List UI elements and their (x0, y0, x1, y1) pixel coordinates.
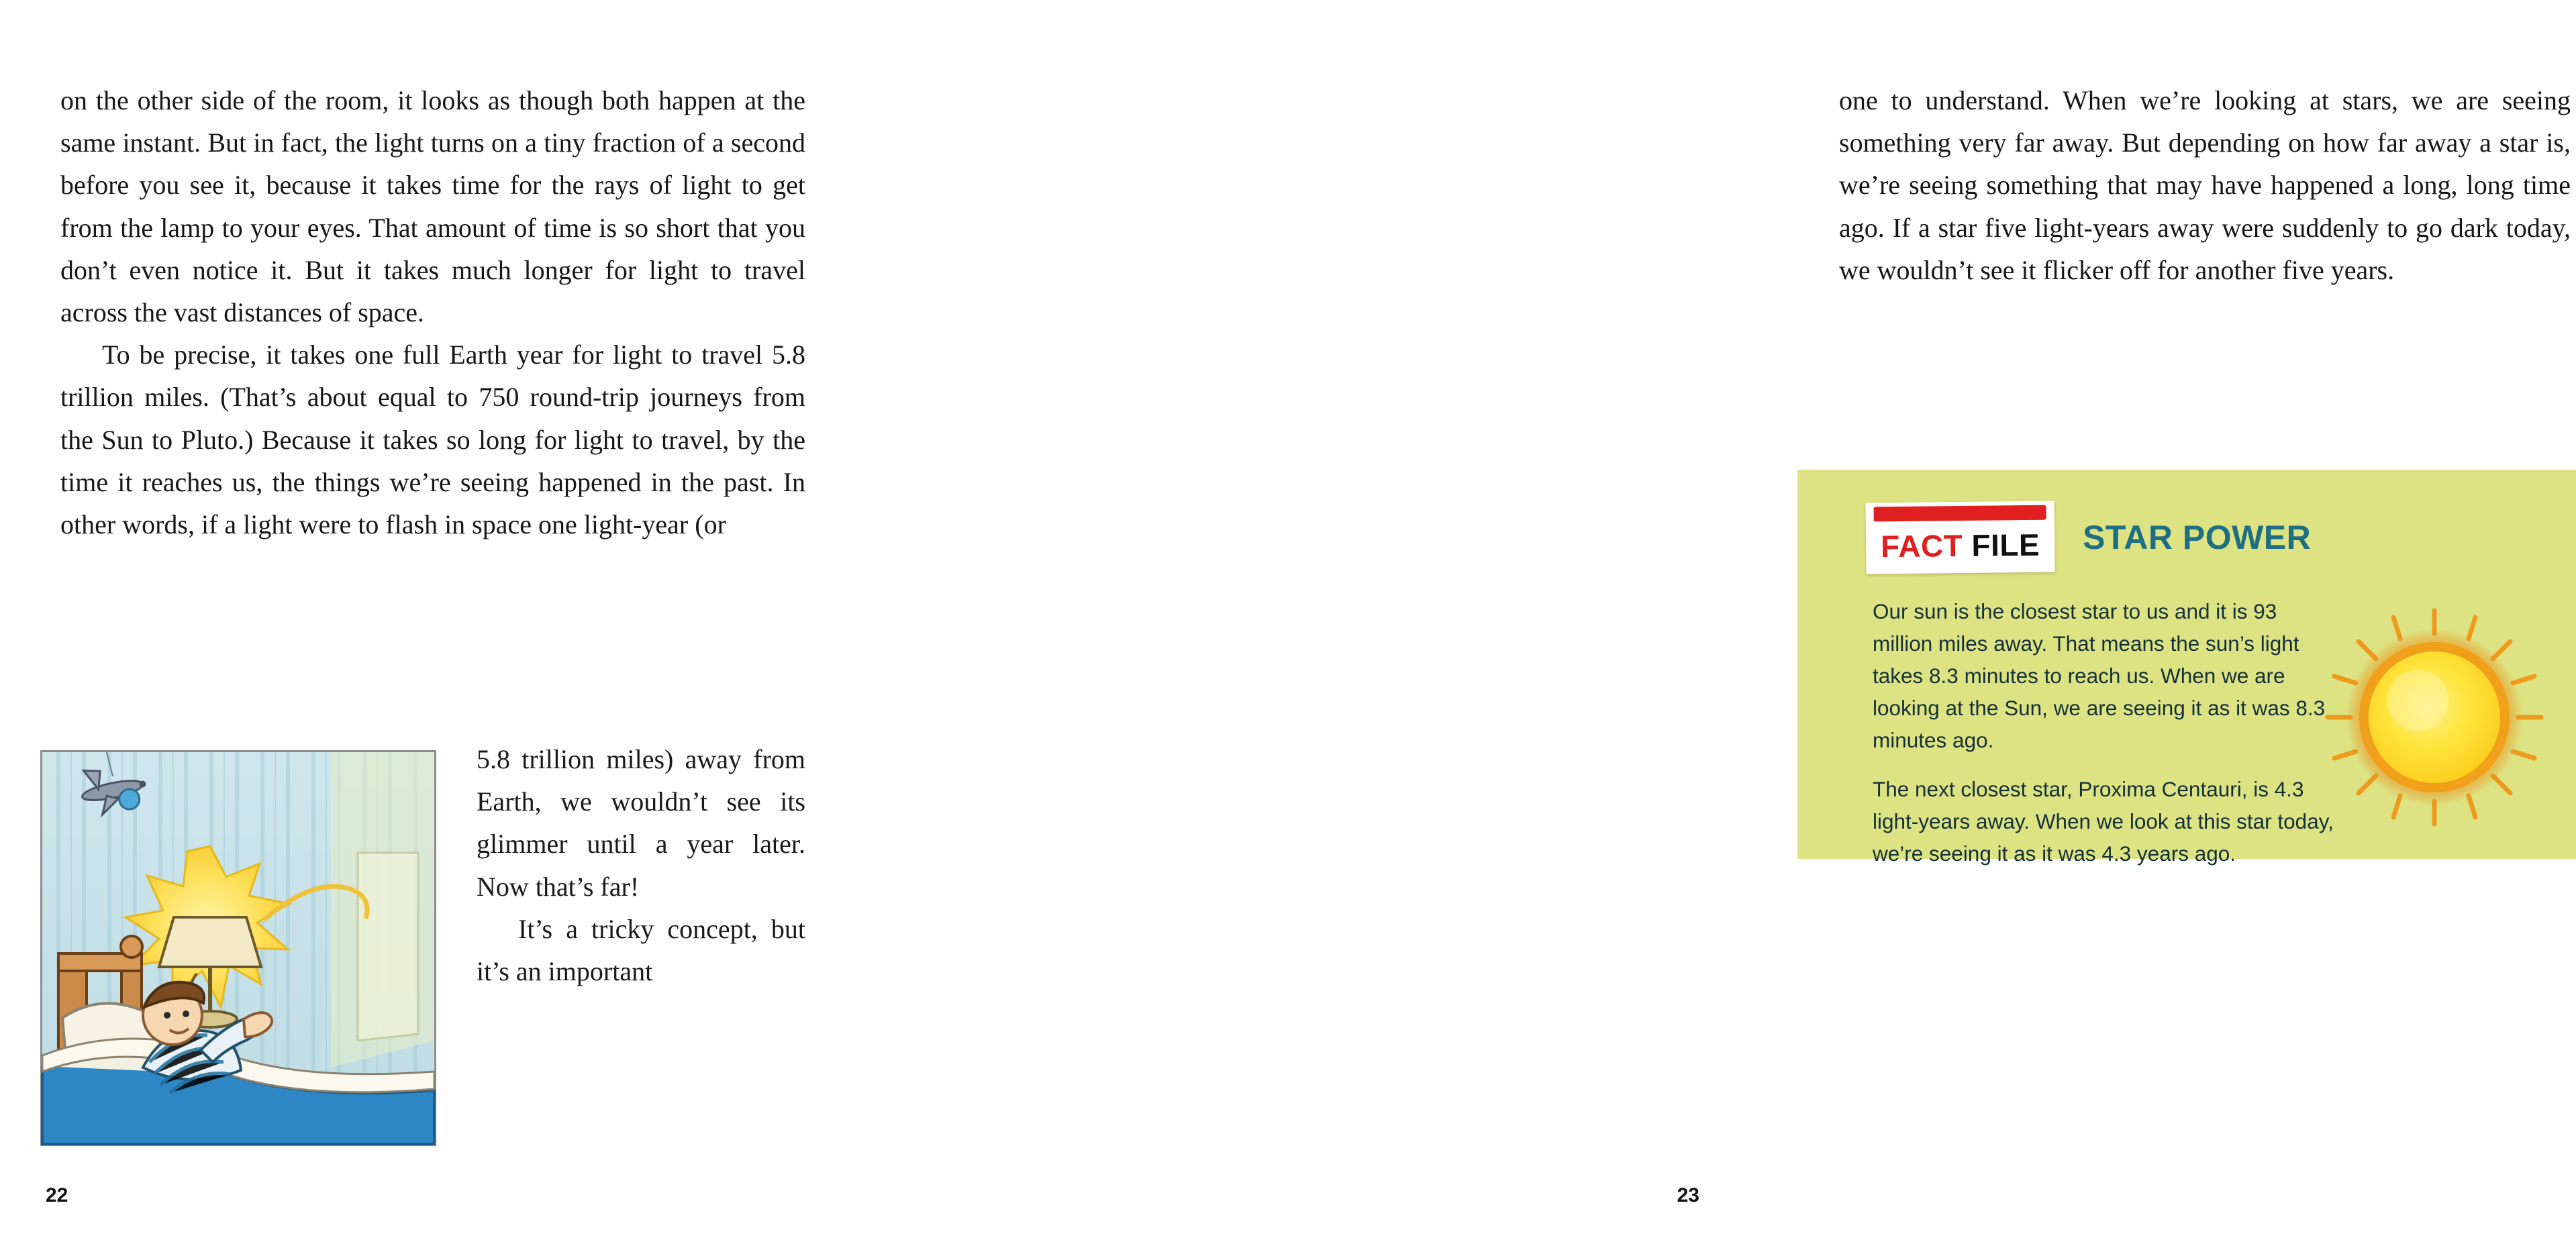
fact-file-content (1797, 470, 2576, 866)
left-page-text-column (60, 79, 805, 546)
right-page-text-column (1839, 79, 2571, 291)
badge-word-file: FILE (1971, 527, 2040, 563)
left-page-wrapped-text (477, 738, 805, 992)
fact-file-header (1866, 502, 2540, 573)
left-page (0, 0, 873, 1246)
page-number-right: 23 (1677, 1184, 1699, 1206)
fact-file-panel (1797, 470, 2576, 866)
paragraph: It’s a tricky concept, but it’s an important (477, 913, 805, 986)
paragraph: To be precise, it takes one full Earth year for light to travel 5.8 trillion miles. (That’s about equal to 750 round-trip journeys from the Sun to Pluto.) Because it takes so long for light to travel, by the time it reaches us, the things we’re seeing happened in the past. In other words, if a light were to flash in space one light-year (or (60, 340, 805, 539)
fact-file-title: STAR POWER (2083, 519, 2312, 556)
illustration-boy-in-bed-wrapper (40, 750, 436, 1153)
boy-in-bed-illustration-art (42, 752, 434, 1144)
paragraph: one to understand. When we’re looking at stars, we are seeing something very far away. But depending on how far away a star is, we’re seeing something that may have happened a long, long time ago. If a star five light-years away were suddenly to go dark today, we wouldn’t see it flicker off for another five years. (1839, 85, 2571, 285)
badge-word-fact: FACT (1880, 527, 1963, 564)
fact-file-paragraph: The next closest star, Proxima Centauri, is 4.3 light-years away. When we look at this star today, we’re seeing it as it was 4.3 years ago. (1873, 777, 2334, 866)
badge-red-bar (1874, 505, 2046, 522)
right-page (873, 0, 2571, 1246)
fact-file-body (1873, 596, 2342, 870)
page-number-left: 22 (46, 1184, 68, 1206)
paragraph: on the other side of the room, it looks as though both happen at the same instant. But in fact, the light turns on a tiny fraction of a second before you see it, because it takes time for the rays of light to get from the lamp to your eyes. That amount of time is so short that you don’t even notice it. But it takes much longer for light to travel across the vast distances of space. (60, 85, 805, 327)
fact-file-paragraph: Our sun is the closest star to us and it is 93 million miles away. That means the sun’s light takes 8.3 minutes to reach us. When we are looking at the Sun, we are seeing it as it was 8.3 minutes ago. (1873, 599, 2326, 752)
paragraph: 5.8 trillion miles) away from Earth, we wouldn’t see its glimmer until a year later. Now that’s far! (477, 744, 805, 902)
illustration-boy-in-bed (40, 750, 436, 1146)
sun-icon (2324, 607, 2545, 828)
fact-file-badge (1865, 501, 2054, 574)
